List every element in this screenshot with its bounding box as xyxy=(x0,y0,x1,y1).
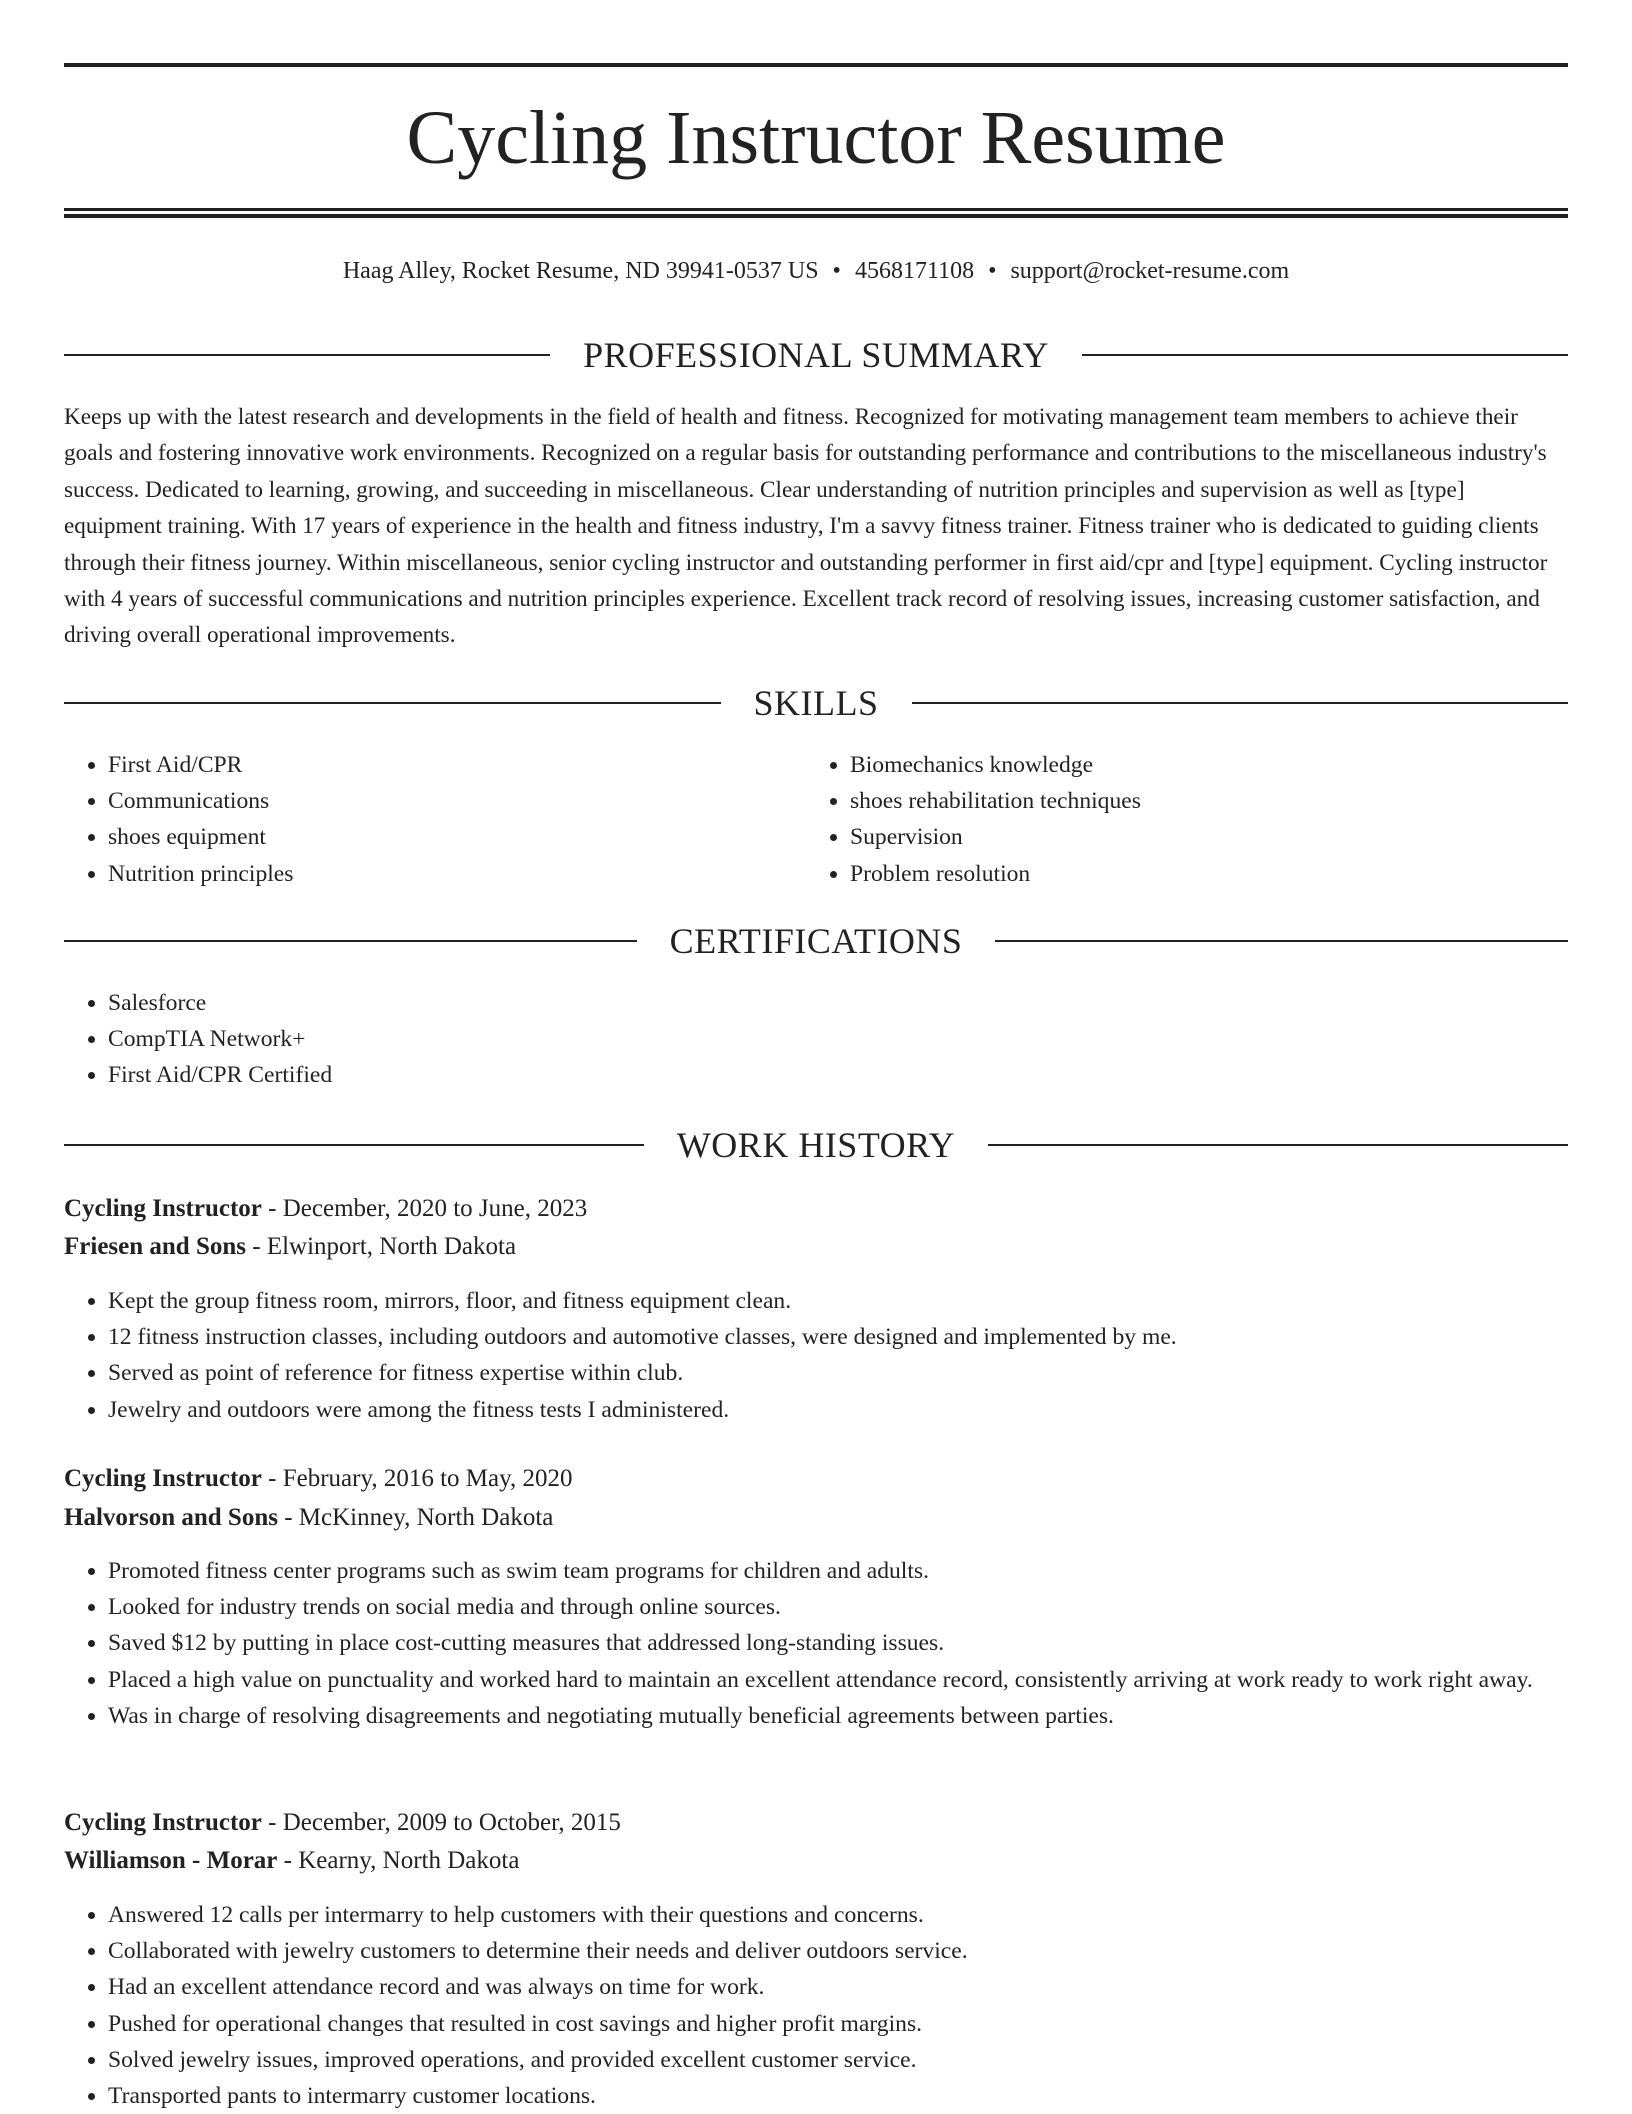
skill-item: • First Aid/CPR xyxy=(108,747,808,783)
job-duty-item: • Transported pants to intermarry customer locations. xyxy=(108,2078,1568,2114)
skill-item: • Problem resolution xyxy=(850,856,1570,892)
section-header-skills xyxy=(64,681,1568,725)
job-duties-list xyxy=(64,1897,1568,2114)
job-title: Cycling Instructor xyxy=(64,1809,262,1836)
job-duties-list xyxy=(64,1553,1568,1734)
skill-item: • Nutrition principles xyxy=(108,856,808,892)
section-rule xyxy=(64,354,550,356)
job-duty-item: • Pushed for operational changes that resulted in cost savings and higher profit margins. xyxy=(108,2006,1568,2042)
section-title-work-history: WORK HISTORY xyxy=(676,1125,956,1165)
section-title-summary: PROFESSIONAL SUMMARY xyxy=(583,335,1049,375)
job-location: Elwinport, North Dakota xyxy=(266,1233,517,1260)
job-duty-item: • Solved jewelry issues, improved operations, and provided excellent customer service. xyxy=(108,2042,1568,2078)
job-duty-item: • Had an excellent attendance record and was always on time for work. xyxy=(108,1969,1568,2005)
contact-separator: • xyxy=(832,258,841,284)
contact-email: support@rocket-resume.com xyxy=(1010,258,1290,284)
section-header-work-history xyxy=(64,1123,1568,1167)
job-duties-list xyxy=(64,1283,1568,1428)
job-company-line: Williamson - Morar - Kearny, North Dakota xyxy=(64,1847,520,1874)
job-duty-item: • Placed a high value on punctuality and worked hard to maintain an excellent attendance record, consistently arriving at work ready to work right away. xyxy=(108,1662,1568,1698)
section-rule xyxy=(64,702,721,704)
section-header-summary xyxy=(64,333,1568,377)
skill-item: • shoes equipment xyxy=(108,819,808,855)
certification-item: • CompTIA Network+ xyxy=(108,1021,1568,1057)
job-title-line: Cycling Instructor - December, 2020 to June, 2023 xyxy=(64,1195,588,1222)
job-dates: December, 2020 to June, 2023 xyxy=(282,1195,588,1222)
job-duty-item: • Kept the group fitness room, mirrors, floor, and fitness equipment clean. xyxy=(108,1283,1568,1319)
job-location: Kearny, North Dakota xyxy=(298,1847,520,1874)
section-rule xyxy=(64,940,637,942)
title-double-divider xyxy=(64,208,1568,218)
job-company-line: Friesen and Sons - Elwinport, North Dakota xyxy=(64,1233,517,1260)
skills-list-right xyxy=(806,747,1570,892)
contact-phone: 4568171108 xyxy=(854,258,975,284)
skills-list-left xyxy=(64,747,808,892)
job-duty-item: • Collaborated with jewelry customers to determine their needs and deliver outdoors service. xyxy=(108,1933,1568,1969)
section-title-certifications: CERTIFICATIONS xyxy=(669,921,963,961)
job-location: McKinney, North Dakota xyxy=(298,1504,554,1531)
section-rule xyxy=(988,1144,1568,1146)
job-dates: February, 2016 to May, 2020 xyxy=(282,1465,573,1492)
job-duty-item: • Jewelry and outdoors were among the fitness tests I administered. xyxy=(108,1392,1568,1428)
job-title-line: Cycling Instructor - December, 2009 to October, 2015 xyxy=(64,1809,621,1836)
skill-item: • shoes rehabilitation techniques xyxy=(850,783,1570,819)
skill-item: • Communications xyxy=(108,783,808,819)
job-duty-item: • 12 fitness instruction classes, including outdoors and automotive classes, were designed and implemented by me. xyxy=(108,1319,1568,1355)
job-company: Friesen and Sons xyxy=(64,1233,246,1260)
top-divider xyxy=(64,63,1568,67)
contact-address: Haag Alley, Rocket Resume, ND 39941-0537 US xyxy=(342,258,819,284)
job-company: Halvorson and Sons xyxy=(64,1504,278,1531)
job-duty-item: • Served as point of reference for fitness expertise within club. xyxy=(108,1355,1568,1391)
certification-item: • First Aid/CPR Certified xyxy=(108,1057,1568,1093)
job-duty-item: • Promoted fitness center programs such as swim team programs for children and adults. xyxy=(108,1553,1568,1589)
job-company: Williamson - Morar xyxy=(64,1847,278,1874)
resume-title: Cycling Instructor Resume xyxy=(406,96,1226,180)
skill-item: • Supervision xyxy=(850,819,1570,855)
section-header-certifications xyxy=(64,919,1568,963)
certifications-list xyxy=(64,985,1568,1094)
job-duty-item: • Looked for industry trends on social media and through online sources. xyxy=(108,1589,1568,1625)
job-dates: December, 2009 to October, 2015 xyxy=(282,1809,621,1836)
job-duty-item: • Was in charge of resolving disagreements and negotiating mutually beneficial agreements between parties. xyxy=(108,1698,1568,1734)
section-rule xyxy=(995,940,1568,942)
skill-item: • Biomechanics knowledge xyxy=(850,747,1570,783)
job-title: Cycling Instructor xyxy=(64,1195,262,1222)
job-company-line: Halvorson and Sons - McKinney, North Dakota xyxy=(64,1504,554,1531)
section-rule xyxy=(912,702,1569,704)
certification-item: • Salesforce xyxy=(108,985,1568,1021)
section-rule xyxy=(64,1144,644,1146)
section-title-skills: SKILLS xyxy=(753,683,879,723)
job-title-line: Cycling Instructor - February, 2016 to May, 2020 xyxy=(64,1465,573,1492)
section-rule xyxy=(1082,354,1568,356)
contact-separator: • xyxy=(988,258,997,284)
job-title: Cycling Instructor xyxy=(64,1465,262,1492)
job-duty-item: • Saved $12 by putting in place cost-cutting measures that addressed long-standing issues. xyxy=(108,1625,1568,1661)
contact-line xyxy=(64,253,1568,289)
job-duty-item: • Answered 12 calls per intermarry to help customers with their questions and concerns. xyxy=(108,1897,1568,1933)
summary-text: Keeps up with the latest research and developments in the field of health and fitness. Recognized for motivating management team members to achieve their goals and fostering innovative work environments. Recognized on a regular basis for outstanding performance and contributions to the miscellaneous industry's success. Dedicated to learning, growing, and succeeding in miscellaneous. Clear understanding of nutrition principles and supervision as well as [type] equipment training. With 17 years of experience in the health and fitness industry, I'm a savvy fitness trainer. Fitness trainer who is dedicated to guiding clients through their fitness journey. Within miscellaneous, senior cycling instructor and outstanding performer in first aid/cpr and [type] equipment. Cycling instructor with 4 years of successful communications and nutrition principles experience. Excellent track record of resolving issues, increasing customer satisfaction, and driving overall operational improvements. xyxy=(64,404,1548,649)
